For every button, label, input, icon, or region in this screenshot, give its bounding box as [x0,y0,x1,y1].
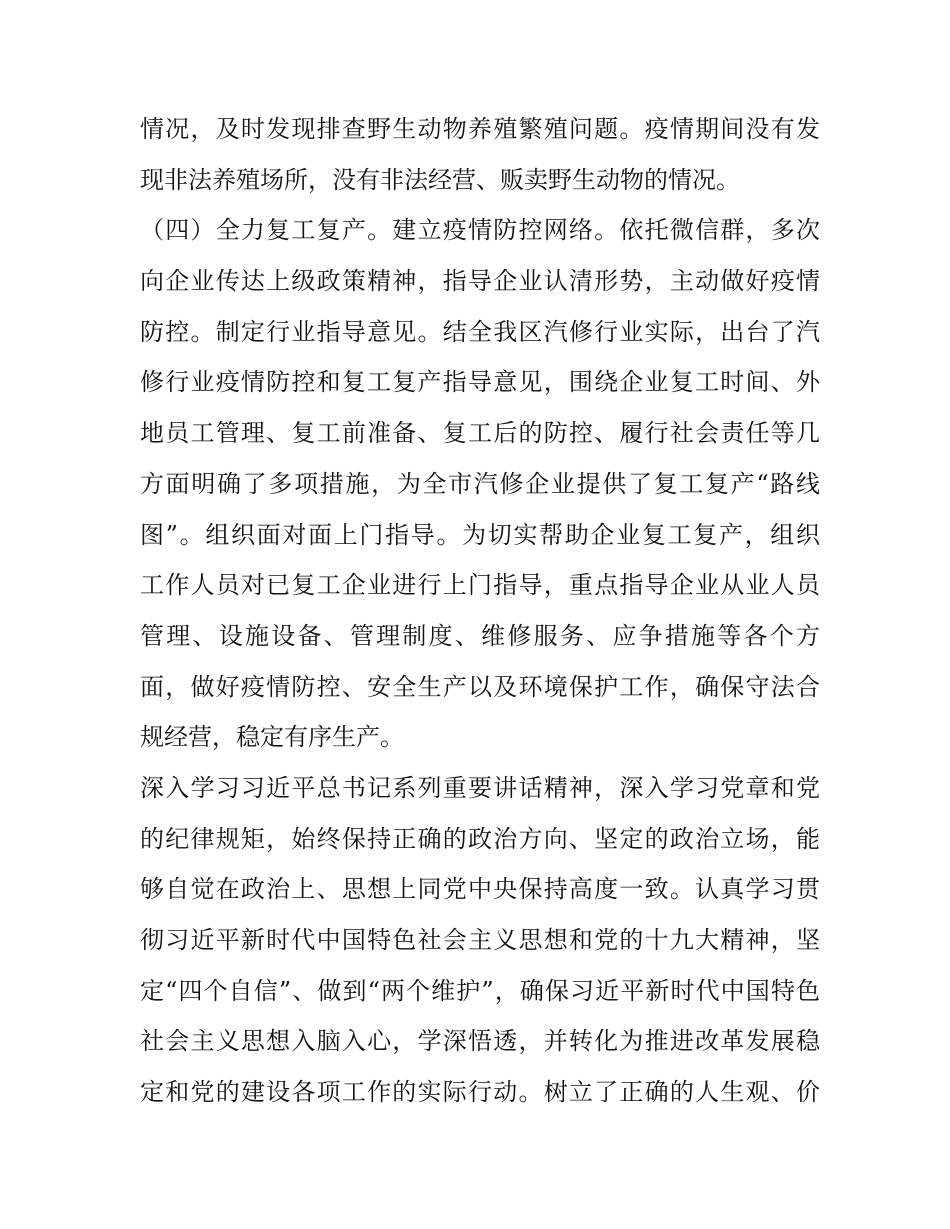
body-text [140,104,820,1118]
text-line: 图”。组织面对面上门指导。为切实帮助企业复工复产，组织 [140,520,820,549]
text-line: 地员工管理、复工前准备、复工后的防控、履行社会责任等几 [140,419,820,448]
text-line: 够自觉在政治上、思想上同党中央保持高度一致。认真学习贯 [140,875,820,904]
text-line: 定和党的建设各项工作的实际行动。树立了正确的人生观、价 [140,1078,820,1107]
text-line: 社会主义思想入脑入心，学深悟透，并转化为推进改革发展稳 [140,1027,820,1056]
text-line: 防控。制定行业指导意见。结全我区汽修行业实际，出台了汽 [140,317,820,346]
text-line: 规经营，稳定有序生产。 [140,723,404,752]
text-line: 修行业疫情防控和复工复产指导意见，围绕企业复工时间、外 [140,368,820,397]
text-line: 情况，及时发现排查野生动物养殖繁殖问题。疫情期间没有发 [140,115,820,143]
text-line: 管理、设施设备、管理制度、维修服务、应争措施等各个方 [140,621,820,650]
text-line: 面，做好疫情防控、安全生产以及环境保护工作，确保守法合 [140,672,820,701]
text-line: 向企业传达上级政策精神，指导企业认清形势，主动做好疫情 [140,267,820,296]
text-line: 现非法养殖场所，没有非法经营、贩卖野生动物的情况。 [140,165,740,194]
text-line: 工作人员对已复工企业进行上门指导，重点指导企业从业人员 [140,571,820,600]
text-line: 深入学习习近平总书记系列重要讲话精神，深入学习党章和党 [140,773,820,802]
text-line: 彻习近平新时代中国特色社会主义思想和党的十九大精神，坚 [140,926,820,954]
text-line: （四）全力复工复产。建立疫情防控网络。依托微信群，多次 [140,216,820,245]
text-line: 方面明确了多项措施，为全市汽修企业提供了复工复产“路线 [140,469,820,498]
text-line: 定“四个自信”、做到“两个维护”，确保习近平新时代中国特色 [140,976,820,1005]
text-line: 的纪律规矩，始终保持正确的政治方向、坚定的政治立场，能 [140,824,820,853]
